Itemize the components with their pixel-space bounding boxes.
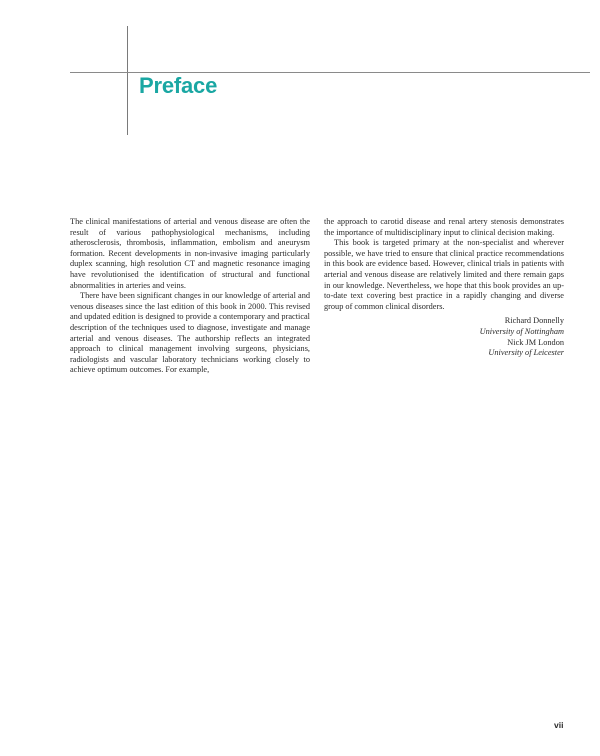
left-text-column xyxy=(70,217,310,376)
right-text-column xyxy=(324,217,564,359)
page-title: Preface xyxy=(139,73,218,98)
author-affiliation: University of Nottingham xyxy=(479,326,564,336)
paragraph: This book is targeted primary at the non-specialist and wherever possible, we have tried to ensure that clinical practice recommendations in this book are evidence based. However, clinical trials in patients with arterial and venous disease are relatively limited and there remain gaps in our knowledge. Nevertheless, we hope that this book provides an up-to-date text covering best practice in a rapidly changing and diverse group of common clinical disorders. xyxy=(324,238,564,311)
paragraph: the approach to carotid disease and renal artery stenosis demonstrates the importance of multidisciplinary input to clinical decision making. xyxy=(324,217,564,237)
author-name: Richard Donnelly xyxy=(504,316,564,326)
paragraph: The clinical manifestations of arterial and venous disease are often the result of various pathophysiological mechanisms, including atherosclerosis, thrombosis, inflammation, embolism and aneurysm formation. Recent developments in non-invasive imaging particularly duplex scanning, high resolution CT and magnetic resonance imaging have revolutionised the identification of structural and functional abnormalities in arteries and veins. xyxy=(70,217,310,290)
author-name: Nick JM London xyxy=(507,337,564,347)
page-number: vii xyxy=(554,720,564,730)
signature-block xyxy=(324,316,564,358)
paragraph: There have been significant changes in our knowledge of arterial and venous diseases since the last edition of this book in 2000. This revised and updated edition is designed to provide a contemporary and practical description of the techniques used to diagnose, investigate and manage arterial and venous diseases. The authorship reflects an integrated approach to clinical management involving surgeons, physicians, radiologists and vascular laboratory technicians working closely to achieve optimum outcomes. For example, xyxy=(70,291,310,375)
vertical-rule xyxy=(127,26,128,135)
author-affiliation: University of Leicester xyxy=(488,348,564,358)
